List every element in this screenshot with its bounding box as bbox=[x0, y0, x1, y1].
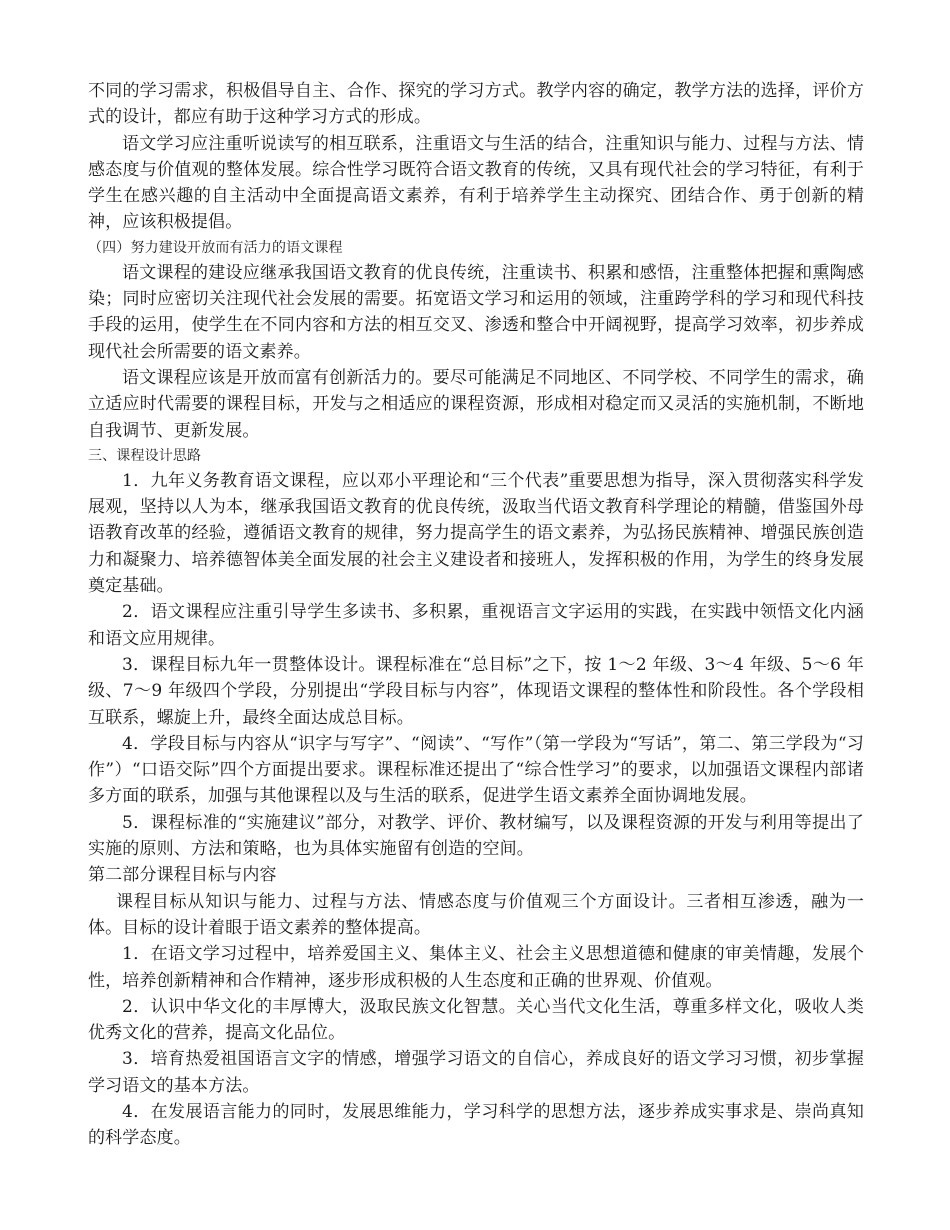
paragraph-integrated-learning: 语文学习应注重听说读写的相互联系，注重语文与生活的结合，注重知识与能力、过程与方法、情感态度与价值观的整体发展。综合性学习既符合语文教育的传统，又具有现代社会的学习特征，有利于学生在感兴趣的自主活动中全面提高语文素养，有利于培养学生主动探究、团结合作、勇于创新的精神，应该积极提倡。 bbox=[88, 133, 864, 233]
paragraph-open-innovative: 语文课程应该是开放而富有创新活力的。要尽可能满足不同地区、不同学校、不同学生的需求，确立适应时代需要的课程目标，开发与之相适应的课程资源，形成相对稳定而又灵活的实施机制，不断地自我调节、更新发展。 bbox=[88, 367, 864, 441]
goal-item-4: 4．在发展语言能力的同时，发展思维能力，学习科学的思想方法，逐步养成实事求是、崇尚真知的科学态度。 bbox=[88, 1101, 864, 1149]
goal-item-3: 3．培育热爱祖国语言文字的情感，增强学习语文的自信心，养成良好的语文学习习惯，初步掌握学习语文的基本方法。 bbox=[88, 1049, 864, 1096]
design-idea-item-2: 2．语文课程应注重引导学生多读书、多积累，重视语言文字运用的实践，在实践中领悟文化内涵和语文应用规律。 bbox=[88, 602, 864, 649]
design-idea-item-4: 4．学段目标与内容从“识字与写字”、“阅读”、“写作”（第一学段为“写话”，第二、第三学段为“习作”）“口语交际”四个方面提出要求。课程标准还提出了“综合性学习”的要求，以加强语文课程内部诸多方面的联系，加强与其他课程以及与生活的联系，促进学生语文素养全面协调地发展。 bbox=[88, 733, 864, 807]
goal-item-1: 1．在语文学习过程中，培养爱国主义、集体主义、社会主义思想道德和健康的审美情趣，发展个性，培养创新精神和合作精神，逐步形成积极的人生态度和正确的世界观、价值观。 bbox=[88, 944, 864, 991]
paragraph-goals-intro: 课程目标从知识与能力、过程与方法、情感态度与价值观三个方面设计。三者相互渗透，融为一体。目标的设计着眼于语文素养的整体提高。 bbox=[88, 891, 864, 938]
part-two-heading: 第二部分课程目标与内容 bbox=[88, 865, 277, 886]
paragraph-learning-methods-end: 不同的学习需求，积极倡导自主、合作、探究的学习方式。教学内容的确定，教学方法的选择，评价方式的设计，都应有助于这种学习方式的形成。 bbox=[88, 81, 864, 128]
section-heading-design-ideas: 三、课程设计思路 bbox=[88, 447, 202, 464]
goal-item-2: 2．认识中华文化的丰厚博大，汲取民族文化智慧。关心当代文化生活，尊重多样文化，吸收人类优秀文化的营养，提高文化品位。 bbox=[88, 996, 864, 1044]
design-idea-item-3: 3．课程目标九年一贯整体设计。课程标准在“总目标”之下，按 1～2 年级、3～4 年级、5～6 年级、7～9 年级四个学段，分别提出“学段目标与内容”，体现语文课程的整体性和阶段性。各个学段相互联系，螺旋上升，最终全面达成总目标。 bbox=[88, 654, 864, 728]
paragraph-curriculum-construction: 语文课程的建设应继承我国语文教育的优良传统，注重读书、积累和感悟，注重整体把握和熏陶感染；同时应密切关注现代社会发展的需要。拓宽语文学习和运用的领域，注重跨学科的学习和现代科技手段的运用，使学生在不同内容和方法的相互交叉、渗透和整合中开阔视野，提高学习效率，初步养成现代社会所需要的语文素养。 bbox=[88, 262, 864, 362]
design-idea-item-5: 5．课程标准的“实施建议”部分，对教学、评价、教材编写，以及课程资源的开发与利用等提出了实施的原则、方法和策略，也为具体实施留有创造的空间。 bbox=[88, 812, 864, 860]
section-heading-open-curriculum: （四）努力建设开放而有活力的语文课程 bbox=[88, 239, 343, 256]
design-idea-item-1: 1．九年义务教育语文课程，应以邓小平理论和“三个代表”重要思想为指导，深入贯彻落实科学发展观，坚持以人为本，继承我国语文教育的优良传统，汲取当代语文教育科学理论的精髓，借鉴国外母语教育改革的经验，遵循语文教育的规律，努力提高学生的语文素养，为弘扬民族精神、增强民族创造力和凝聚力、培养德智体美全面发展的社会主义建设者和接班人，发挥积极的作用，为学生的终身发展奠定基础。 bbox=[88, 470, 864, 597]
